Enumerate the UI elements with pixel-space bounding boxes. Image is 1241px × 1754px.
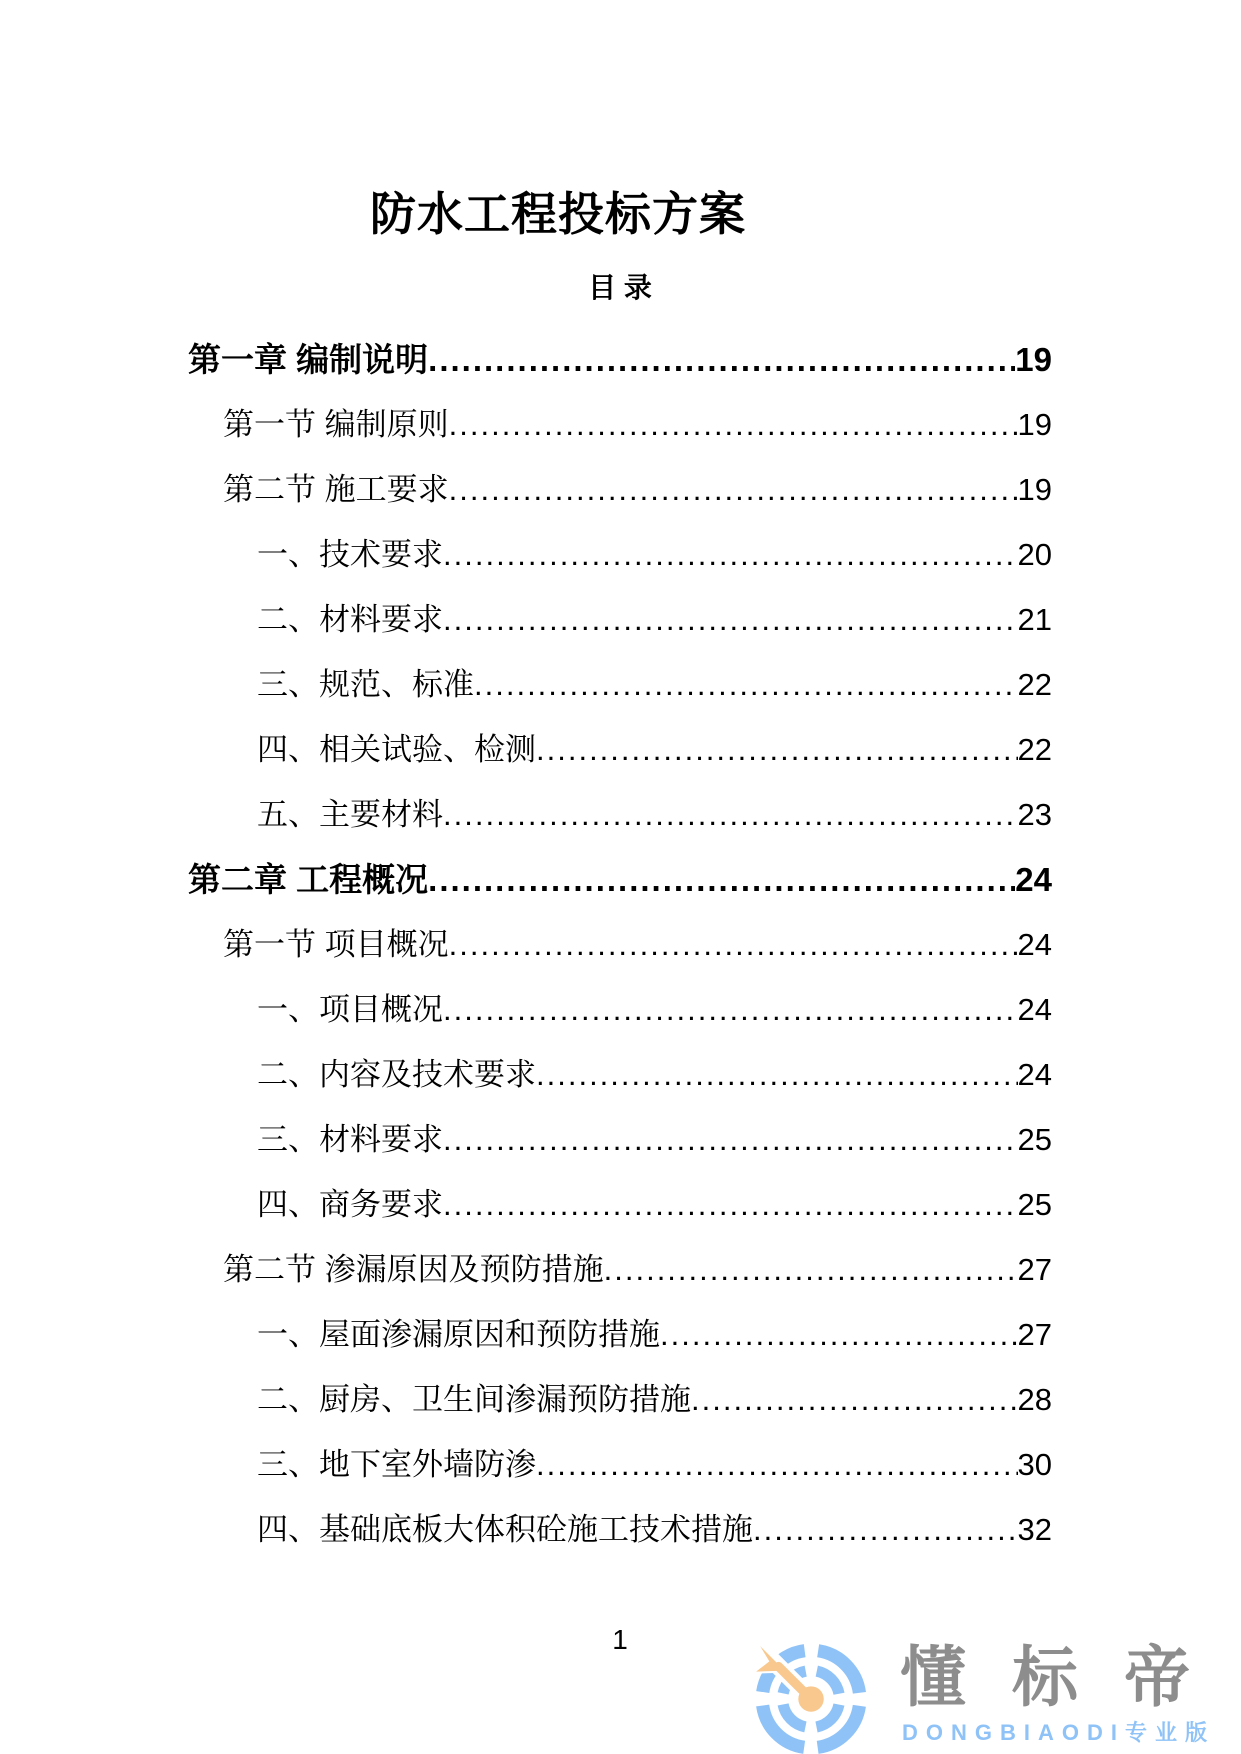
toc-entry-label: 五、主要材料 <box>257 797 443 832</box>
dot-leader <box>443 1107 1018 1172</box>
toc-entry-page: 19 <box>1017 407 1052 442</box>
toc-entry-label: 四、基础底板大体积砼施工技术措施 <box>257 1512 753 1547</box>
toc-entry-page: 24 <box>1015 861 1052 898</box>
toc-entry[interactable] <box>188 457 1052 522</box>
dot-leader <box>428 847 1015 912</box>
toc-entry-label: 第一章 编制说明 <box>188 341 429 378</box>
dot-leader <box>474 652 1018 717</box>
dot-leader <box>536 1432 1018 1497</box>
toc-entry-label: 第二章 工程概况 <box>188 861 429 898</box>
dot-leader <box>449 457 1018 522</box>
toc-entry[interactable] <box>188 977 1052 1042</box>
dot-leader <box>753 1497 1018 1562</box>
toc-entry[interactable] <box>188 717 1052 782</box>
toc-entry-page: 22 <box>1017 667 1052 702</box>
toc-entry-page: 32 <box>1017 1512 1052 1547</box>
toc-entry[interactable] <box>188 1107 1052 1172</box>
toc-entry-label: 二、内容及技术要求 <box>257 1057 536 1092</box>
target-dart-icon <box>748 1636 870 1754</box>
toc-entry[interactable] <box>188 1367 1052 1432</box>
toc-entry[interactable] <box>188 522 1052 587</box>
toc-entry-label: 一、屋面渗漏原因和预防措施 <box>257 1317 660 1352</box>
toc-entry-label: 四、相关试验、检测 <box>257 732 536 767</box>
toc-entry[interactable] <box>188 1042 1052 1107</box>
dot-leader <box>604 1237 1018 1302</box>
page-number: 1 <box>612 1624 628 1655</box>
dot-leader <box>443 977 1018 1042</box>
toc-entry-page: 24 <box>1017 992 1052 1027</box>
toc-entry-page: 25 <box>1017 1122 1052 1157</box>
toc-entry[interactable] <box>188 652 1052 717</box>
toc-entry[interactable] <box>188 327 1052 392</box>
dot-leader <box>443 587 1018 652</box>
dot-leader <box>449 912 1018 977</box>
toc-entry-label: 一、项目概况 <box>257 992 443 1027</box>
toc-entry-label: 四、商务要求 <box>257 1187 443 1222</box>
toc-entry-label: 第一节 编制原则 <box>223 407 449 442</box>
toc-entry[interactable] <box>188 1432 1052 1497</box>
dot-leader <box>428 327 1015 392</box>
toc-entry-page: 22 <box>1017 732 1052 767</box>
toc-entry-page: 27 <box>1017 1317 1052 1352</box>
brand-subtitle: DONGBIAODI专业版 <box>902 1720 1216 1745</box>
brand-watermark <box>740 1630 1236 1754</box>
dot-leader <box>691 1367 1018 1432</box>
toc-entry-page: 27 <box>1017 1252 1052 1287</box>
toc-entry[interactable] <box>188 1172 1052 1237</box>
dot-leader <box>443 782 1018 847</box>
dot-leader <box>443 1172 1018 1237</box>
toc-entry-label: 三、材料要求 <box>257 1122 443 1157</box>
toc-entry-page: 19 <box>1017 472 1052 507</box>
toc-entry[interactable] <box>188 1302 1052 1367</box>
toc-entry-label: 三、地下室外墙防渗 <box>257 1447 536 1482</box>
toc-entry-label: 二、材料要求 <box>257 602 443 637</box>
dot-leader <box>536 1042 1018 1107</box>
toc-entry-page: 23 <box>1017 797 1052 832</box>
toc-entry[interactable] <box>188 1237 1052 1302</box>
toc-entry-label: 一、技术要求 <box>257 537 443 572</box>
toc-entry-page: 20 <box>1017 537 1052 572</box>
toc-entry-page: 21 <box>1017 602 1052 637</box>
brand-name: 懂标帝 <box>900 1640 1236 1714</box>
toc-entry[interactable] <box>188 392 1052 457</box>
toc-entry[interactable] <box>188 1497 1052 1562</box>
dot-leader <box>536 717 1018 782</box>
toc-entry-label: 三、规范、标准 <box>257 667 474 702</box>
toc-entry[interactable] <box>188 912 1052 977</box>
document-title: 防水工程投标方案 <box>370 188 746 240</box>
toc-entry-page: 19 <box>1015 341 1052 378</box>
toc-entry-label: 第二节 渗漏原因及预防措施 <box>223 1252 604 1287</box>
table-of-contents <box>188 327 1052 1562</box>
dot-leader <box>443 522 1018 587</box>
toc-entry-page: 30 <box>1017 1447 1052 1482</box>
toc-entry-label: 第一节 项目概况 <box>223 927 449 962</box>
toc-heading: 目 录 <box>588 272 652 303</box>
toc-entry[interactable] <box>188 847 1052 912</box>
dot-leader <box>449 392 1018 457</box>
toc-entry-page: 28 <box>1017 1382 1052 1417</box>
toc-entry-label: 二、厨房、卫生间渗漏预防措施 <box>257 1382 691 1417</box>
toc-entry-page: 24 <box>1017 1057 1052 1092</box>
toc-entry-page: 25 <box>1017 1187 1052 1222</box>
toc-entry[interactable] <box>188 587 1052 652</box>
dot-leader <box>660 1302 1018 1367</box>
toc-entry-label: 第二节 施工要求 <box>223 472 449 507</box>
toc-entry[interactable] <box>188 782 1052 847</box>
toc-entry-page: 24 <box>1017 927 1052 962</box>
